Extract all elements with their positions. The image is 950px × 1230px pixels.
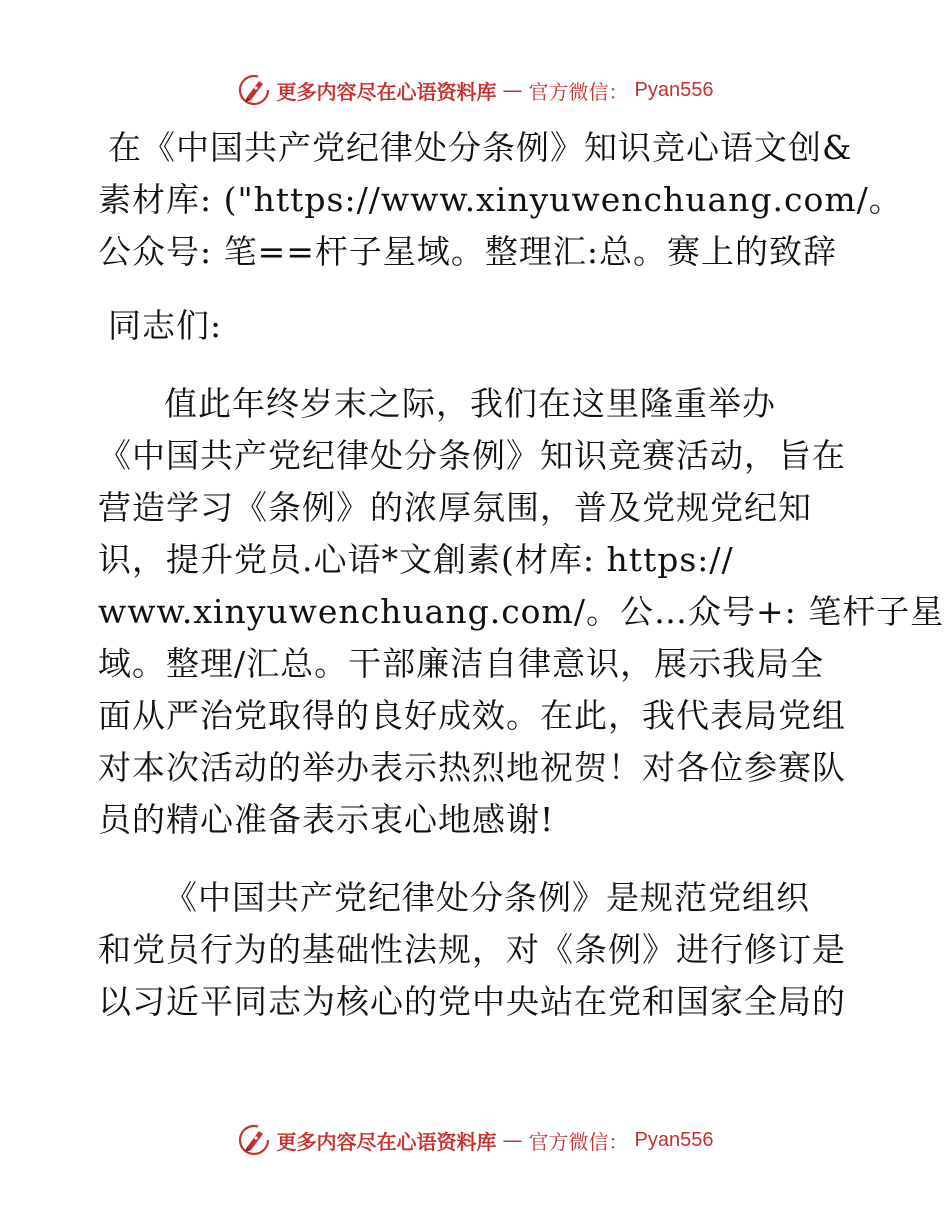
- banner-official-label: 官方微信：: [528, 79, 629, 104]
- banner-slogan: 更多内容尽在心语资料库: [276, 79, 497, 104]
- paragraph1-line: www.xinyuwenchuang.com/。公…众号+: 笔杆子星: [98, 592, 945, 631]
- paragraph2-line: 《中国共产党纪律处分条例》是规范党组织: [164, 878, 810, 917]
- banner-content: [237, 1123, 714, 1157]
- banner-dash: —: [502, 1128, 523, 1152]
- pen-nib-logo-icon: [237, 1123, 271, 1157]
- banner-wechat-id: Pyan556: [634, 1128, 714, 1151]
- banner-slogan: 更多内容尽在心语资料库: [276, 1129, 497, 1154]
- paragraph1-line: 员的精心准备表示衷心地感谢!: [98, 800, 555, 839]
- banner-dash: —: [502, 78, 523, 102]
- document-body: [98, 122, 945, 1028]
- title-line-2: 素材库: ("https://www.xinyuwenchuang.com/。: [98, 180, 903, 219]
- paragraph1-line: 对本次活动的举办表示热烈地祝贺！对各位参赛队: [98, 748, 846, 787]
- pen-nib-logo-icon: [237, 73, 271, 107]
- banner-wechat-id: Pyan556: [634, 78, 714, 101]
- paragraph1-line: 识，提升党员.心语*文創素(材库: https://: [98, 540, 734, 579]
- header-banner: [0, 70, 950, 110]
- paragraph1-line: 营造学习《条例》的浓厚氛围，普及党规党纪知: [98, 488, 812, 527]
- paragraph2-line: 和党员行为的基础性法规，对《条例》进行修订是: [98, 930, 846, 969]
- title-line-3: 公众号: 笔==杆子星域。整理汇:总。赛上的致辞: [98, 232, 838, 271]
- paragraph1-line: 《中国共产党纪律处分条例》知识竞赛活动，旨在: [98, 436, 846, 475]
- paragraph1-line: 域。整理/汇总。干部廉洁自律意识，展示我局全: [98, 644, 825, 683]
- paragraph1-line: 面从严治党取得的良好成效。在此，我代表局党组: [98, 696, 846, 735]
- paragraph2-line: 以习近平同志为核心的党中央站在党和国家全局的: [98, 982, 846, 1021]
- paragraph1-line: 值此年终岁末之际，我们在这里隆重举办: [164, 384, 776, 423]
- title-line-1: 在《中国共产党纪律处分条例》知识竞心语文创&: [108, 128, 853, 167]
- banner-official-label: 官方微信：: [528, 1129, 629, 1154]
- footer-banner: [0, 1120, 950, 1160]
- banner-content: [237, 73, 714, 107]
- greeting: 同志们:: [108, 306, 223, 345]
